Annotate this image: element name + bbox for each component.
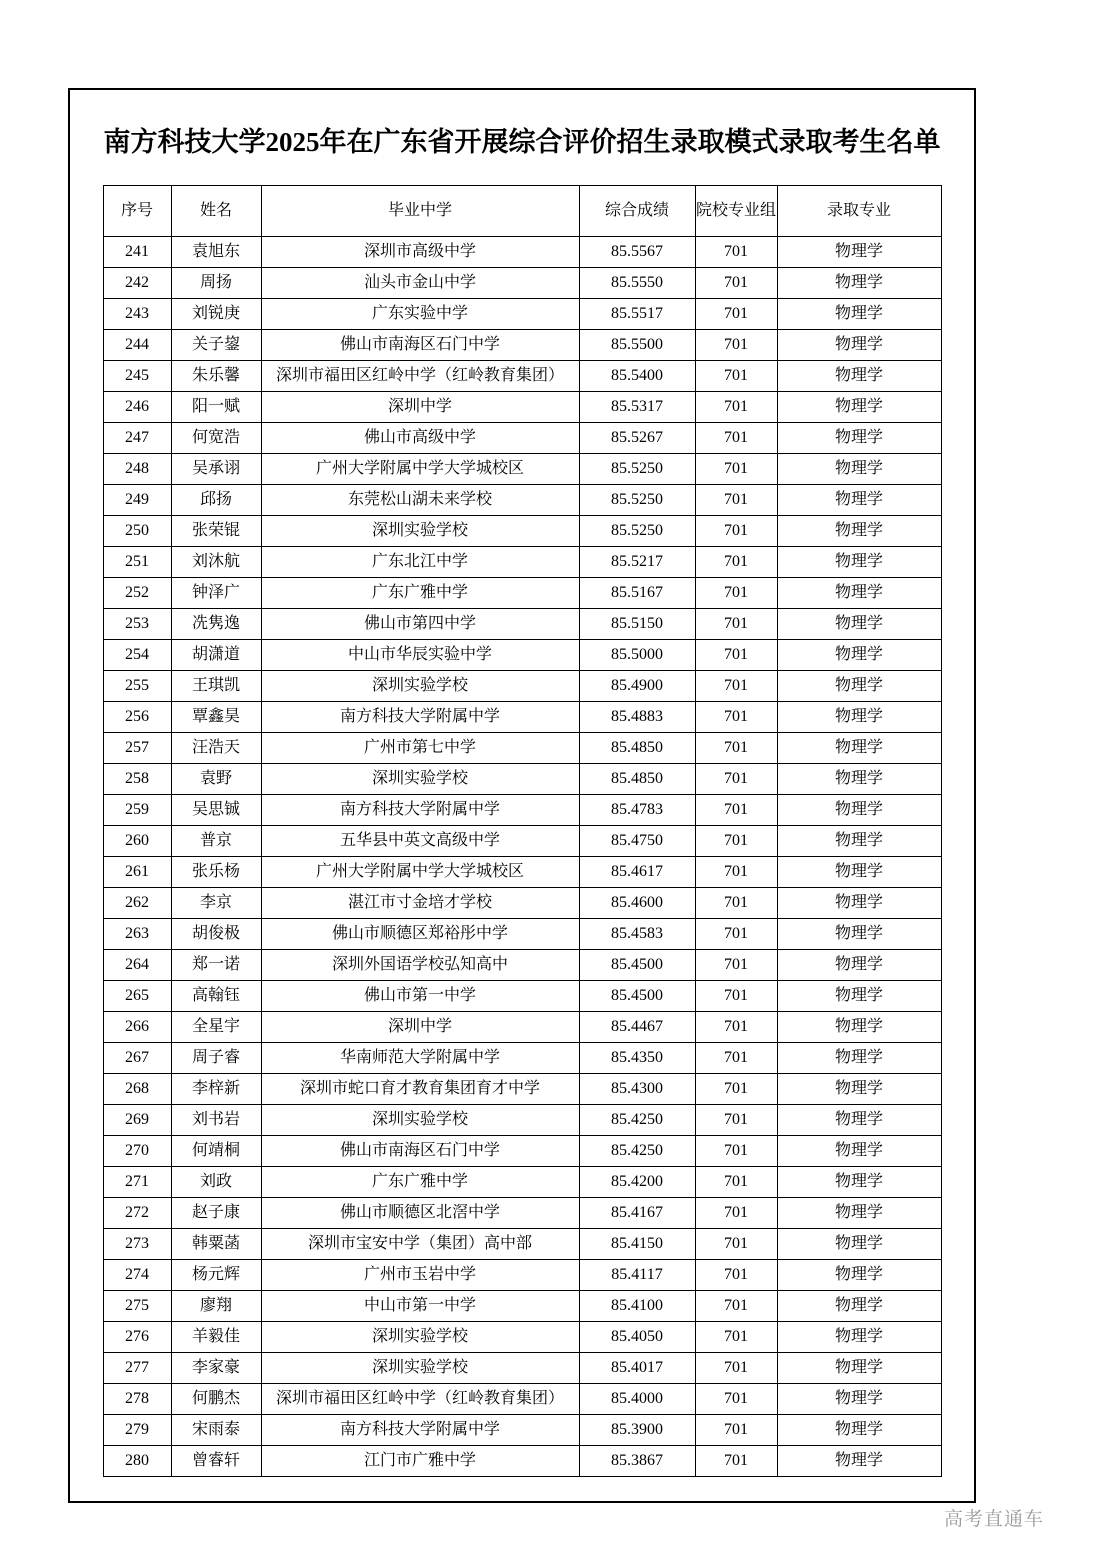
table-row — [103, 1415, 941, 1446]
cell-school: 江门市广雅中学 — [261, 1446, 579, 1477]
cell-school: 深圳实验学校 — [261, 671, 579, 702]
cell-score: 85.4300 — [579, 1074, 695, 1105]
cell-group: 701 — [695, 640, 777, 671]
cell-score: 85.5250 — [579, 454, 695, 485]
cell-major: 物理学 — [777, 1167, 941, 1198]
cell-name: 何靖桐 — [171, 1136, 261, 1167]
cell-name: 邱扬 — [171, 485, 261, 516]
cell-score: 85.5550 — [579, 268, 695, 299]
cell-school: 广州大学附属中学大学城校区 — [261, 857, 579, 888]
cell-group: 701 — [695, 950, 777, 981]
cell-major: 物理学 — [777, 237, 941, 268]
table-row — [103, 454, 941, 485]
cell-score: 85.4350 — [579, 1043, 695, 1074]
cell-group: 701 — [695, 609, 777, 640]
cell-seq: 244 — [103, 330, 171, 361]
table-row — [103, 299, 941, 330]
cell-seq: 262 — [103, 888, 171, 919]
cell-group: 701 — [695, 733, 777, 764]
column-header-name: 姓名 — [171, 186, 261, 237]
table-row — [103, 485, 941, 516]
cell-seq: 250 — [103, 516, 171, 547]
cell-seq: 271 — [103, 1167, 171, 1198]
cell-group: 701 — [695, 1229, 777, 1260]
cell-score: 85.4850 — [579, 733, 695, 764]
table-row — [103, 888, 941, 919]
cell-seq: 267 — [103, 1043, 171, 1074]
cell-seq: 275 — [103, 1291, 171, 1322]
table-row — [103, 1198, 941, 1229]
cell-major: 物理学 — [777, 268, 941, 299]
cell-name: 汪浩天 — [171, 733, 261, 764]
cell-name: 周扬 — [171, 268, 261, 299]
cell-name: 杨元辉 — [171, 1260, 261, 1291]
cell-major: 物理学 — [777, 1043, 941, 1074]
column-header-seq: 序号 — [103, 186, 171, 237]
table-row — [103, 919, 941, 950]
table-row — [103, 640, 941, 671]
cell-group: 701 — [695, 547, 777, 578]
table-row — [103, 1353, 941, 1384]
cell-major: 物理学 — [777, 919, 941, 950]
cell-school: 佛山市南海区石门中学 — [261, 330, 579, 361]
cell-name: 全星宇 — [171, 1012, 261, 1043]
table-row — [103, 1322, 941, 1353]
table-row — [103, 1105, 941, 1136]
cell-group: 701 — [695, 981, 777, 1012]
cell-major: 物理学 — [777, 1322, 941, 1353]
cell-school: 深圳市蛇口育才教育集团育才中学 — [261, 1074, 579, 1105]
table-row — [103, 733, 941, 764]
cell-score: 85.5517 — [579, 299, 695, 330]
cell-score: 85.4500 — [579, 981, 695, 1012]
cell-school: 深圳市福田区红岭中学（红岭教育集团） — [261, 361, 579, 392]
table-row — [103, 547, 941, 578]
cell-name: 袁野 — [171, 764, 261, 795]
cell-major: 物理学 — [777, 578, 941, 609]
cell-school: 深圳实验学校 — [261, 1322, 579, 1353]
cell-school: 深圳实验学校 — [261, 1353, 579, 1384]
cell-school: 南方科技大学附属中学 — [261, 1415, 579, 1446]
cell-major: 物理学 — [777, 330, 941, 361]
cell-name: 冼隽逸 — [171, 609, 261, 640]
cell-group: 701 — [695, 919, 777, 950]
watermark: 高考直通车 — [943, 1509, 1044, 1530]
cell-seq: 266 — [103, 1012, 171, 1043]
cell-score: 85.5567 — [579, 237, 695, 268]
cell-score: 85.4750 — [579, 826, 695, 857]
cell-major: 物理学 — [777, 547, 941, 578]
cell-score: 85.4117 — [579, 1260, 695, 1291]
cell-score: 85.4250 — [579, 1105, 695, 1136]
cell-name: 郑一诺 — [171, 950, 261, 981]
cell-seq: 260 — [103, 826, 171, 857]
cell-seq: 269 — [103, 1105, 171, 1136]
table-row — [103, 1074, 941, 1105]
cell-name: 刘沐航 — [171, 547, 261, 578]
cell-name: 宋雨泰 — [171, 1415, 261, 1446]
cell-score: 85.5267 — [579, 423, 695, 454]
cell-group: 701 — [695, 1198, 777, 1229]
cell-score: 85.4017 — [579, 1353, 695, 1384]
cell-group: 701 — [695, 1043, 777, 1074]
cell-seq: 259 — [103, 795, 171, 826]
cell-group: 701 — [695, 888, 777, 919]
page-title: 南方科技大学2025年在广东省开展综合评价招生录取模式录取考生名单 — [103, 127, 941, 157]
cell-group: 701 — [695, 1446, 777, 1477]
cell-seq: 272 — [103, 1198, 171, 1229]
cell-seq: 274 — [103, 1260, 171, 1291]
document-page — [68, 88, 976, 1503]
cell-name: 高翰钰 — [171, 981, 261, 1012]
cell-school: 湛江市寸金培才学校 — [261, 888, 579, 919]
cell-name: 李家豪 — [171, 1353, 261, 1384]
cell-major: 物理学 — [777, 826, 941, 857]
cell-school: 佛山市顺德区郑裕彤中学 — [261, 919, 579, 950]
cell-school: 五华县中英文高级中学 — [261, 826, 579, 857]
cell-seq: 279 — [103, 1415, 171, 1446]
cell-score: 85.5167 — [579, 578, 695, 609]
cell-name: 羊毅佳 — [171, 1322, 261, 1353]
cell-major: 物理学 — [777, 361, 941, 392]
cell-seq: 257 — [103, 733, 171, 764]
cell-school: 广州大学附属中学大学城校区 — [261, 454, 579, 485]
cell-name: 张荣锟 — [171, 516, 261, 547]
cell-score: 85.4883 — [579, 702, 695, 733]
cell-major: 物理学 — [777, 1136, 941, 1167]
cell-school: 深圳外国语学校弘知高中 — [261, 950, 579, 981]
table-row — [103, 1136, 941, 1167]
table-row — [103, 795, 941, 826]
cell-seq: 277 — [103, 1353, 171, 1384]
cell-seq: 243 — [103, 299, 171, 330]
table-row — [103, 702, 941, 733]
cell-seq: 255 — [103, 671, 171, 702]
table-row — [103, 1229, 941, 1260]
table-row — [103, 423, 941, 454]
cell-name: 刘锐庚 — [171, 299, 261, 330]
cell-score: 85.5150 — [579, 609, 695, 640]
cell-major: 物理学 — [777, 1074, 941, 1105]
cell-score: 85.5317 — [579, 392, 695, 423]
table-row — [103, 392, 941, 423]
cell-school: 深圳市福田区红岭中学（红岭教育集团） — [261, 1384, 579, 1415]
cell-name: 刘政 — [171, 1167, 261, 1198]
cell-name: 阳一赋 — [171, 392, 261, 423]
cell-school: 深圳中学 — [261, 1012, 579, 1043]
cell-school: 中山市华辰实验中学 — [261, 640, 579, 671]
cell-group: 701 — [695, 516, 777, 547]
cell-seq: 254 — [103, 640, 171, 671]
cell-seq: 278 — [103, 1384, 171, 1415]
cell-school: 东莞松山湖未来学校 — [261, 485, 579, 516]
cell-group: 701 — [695, 454, 777, 485]
cell-major: 物理学 — [777, 1229, 941, 1260]
cell-score: 85.5217 — [579, 547, 695, 578]
cell-name: 张乐杨 — [171, 857, 261, 888]
cell-seq: 263 — [103, 919, 171, 950]
cell-seq: 245 — [103, 361, 171, 392]
cell-school: 广州市第七中学 — [261, 733, 579, 764]
cell-group: 701 — [695, 1322, 777, 1353]
cell-group: 701 — [695, 485, 777, 516]
table-header-row — [103, 186, 941, 237]
cell-school: 中山市第一中学 — [261, 1291, 579, 1322]
cell-major: 物理学 — [777, 1353, 941, 1384]
cell-group: 701 — [695, 361, 777, 392]
cell-seq: 268 — [103, 1074, 171, 1105]
table-row — [103, 516, 941, 547]
cell-group: 701 — [695, 671, 777, 702]
cell-school: 佛山市第一中学 — [261, 981, 579, 1012]
cell-seq: 242 — [103, 268, 171, 299]
cell-seq: 247 — [103, 423, 171, 454]
cell-group: 701 — [695, 795, 777, 826]
cell-group: 701 — [695, 330, 777, 361]
cell-name: 覃鑫昊 — [171, 702, 261, 733]
cell-score: 85.4467 — [579, 1012, 695, 1043]
cell-seq: 270 — [103, 1136, 171, 1167]
cell-major: 物理学 — [777, 516, 941, 547]
cell-school: 南方科技大学附属中学 — [261, 795, 579, 826]
cell-group: 701 — [695, 857, 777, 888]
cell-major: 物理学 — [777, 299, 941, 330]
cell-group: 701 — [695, 1012, 777, 1043]
cell-group: 701 — [695, 392, 777, 423]
table-row — [103, 1384, 941, 1415]
cell-seq: 248 — [103, 454, 171, 485]
cell-name: 吴思铖 — [171, 795, 261, 826]
cell-major: 物理学 — [777, 1291, 941, 1322]
cell-seq: 249 — [103, 485, 171, 516]
cell-name: 胡潇道 — [171, 640, 261, 671]
cell-score: 85.5000 — [579, 640, 695, 671]
cell-school: 深圳实验学校 — [261, 516, 579, 547]
cell-major: 物理学 — [777, 671, 941, 702]
cell-score: 85.5400 — [579, 361, 695, 392]
cell-name: 刘书岩 — [171, 1105, 261, 1136]
cell-group: 701 — [695, 1384, 777, 1415]
cell-seq: 261 — [103, 857, 171, 888]
cell-major: 物理学 — [777, 1198, 941, 1229]
cell-major: 物理学 — [777, 795, 941, 826]
table-row — [103, 268, 941, 299]
column-header-score: 综合成绩 — [579, 186, 695, 237]
cell-school: 深圳实验学校 — [261, 764, 579, 795]
cell-name: 钟泽广 — [171, 578, 261, 609]
cell-school: 南方科技大学附属中学 — [261, 702, 579, 733]
cell-school: 深圳市宝安中学（集团）高中部 — [261, 1229, 579, 1260]
cell-school: 广东实验中学 — [261, 299, 579, 330]
cell-group: 701 — [695, 1291, 777, 1322]
cell-group: 701 — [695, 1105, 777, 1136]
table-row — [103, 361, 941, 392]
cell-school: 华南师范大学附属中学 — [261, 1043, 579, 1074]
cell-major: 物理学 — [777, 454, 941, 485]
cell-name: 胡俊极 — [171, 919, 261, 950]
table-row — [103, 330, 941, 361]
cell-name: 袁旭东 — [171, 237, 261, 268]
cell-group: 701 — [695, 1167, 777, 1198]
table-row — [103, 671, 941, 702]
cell-major: 物理学 — [777, 981, 941, 1012]
cell-name: 何鹏杰 — [171, 1384, 261, 1415]
cell-group: 701 — [695, 1136, 777, 1167]
cell-name: 赵子康 — [171, 1198, 261, 1229]
cell-major: 物理学 — [777, 950, 941, 981]
cell-major: 物理学 — [777, 1446, 941, 1477]
cell-school: 广东广雅中学 — [261, 578, 579, 609]
cell-group: 701 — [695, 1260, 777, 1291]
cell-major: 物理学 — [777, 609, 941, 640]
cell-group: 701 — [695, 237, 777, 268]
cell-score: 85.4000 — [579, 1384, 695, 1415]
cell-group: 701 — [695, 764, 777, 795]
cell-score: 85.4250 — [579, 1136, 695, 1167]
cell-name: 廖翔 — [171, 1291, 261, 1322]
cell-major: 物理学 — [777, 485, 941, 516]
cell-score: 85.4167 — [579, 1198, 695, 1229]
cell-major: 物理学 — [777, 764, 941, 795]
cell-score: 85.4150 — [579, 1229, 695, 1260]
cell-score: 85.4783 — [579, 795, 695, 826]
cell-score: 85.4050 — [579, 1322, 695, 1353]
cell-seq: 252 — [103, 578, 171, 609]
cell-name: 关子鋆 — [171, 330, 261, 361]
cell-major: 物理学 — [777, 1012, 941, 1043]
cell-school: 深圳中学 — [261, 392, 579, 423]
cell-school: 广东北江中学 — [261, 547, 579, 578]
cell-name: 何宽浩 — [171, 423, 261, 454]
cell-major: 物理学 — [777, 640, 941, 671]
cell-school: 佛山市南海区石门中学 — [261, 1136, 579, 1167]
table-row — [103, 1446, 941, 1477]
cell-name: 李京 — [171, 888, 261, 919]
table-row — [103, 981, 941, 1012]
cell-name: 曾睿轩 — [171, 1446, 261, 1477]
cell-score: 85.4850 — [579, 764, 695, 795]
cell-seq: 265 — [103, 981, 171, 1012]
cell-school: 佛山市顺德区北滘中学 — [261, 1198, 579, 1229]
table-row — [103, 1260, 941, 1291]
cell-group: 701 — [695, 423, 777, 454]
table-row — [103, 1291, 941, 1322]
cell-group: 701 — [695, 1415, 777, 1446]
cell-seq: 273 — [103, 1229, 171, 1260]
column-header-group: 院校专业组 — [695, 186, 777, 237]
cell-score: 85.5250 — [579, 516, 695, 547]
cell-name: 吴承诩 — [171, 454, 261, 485]
cell-score: 85.3867 — [579, 1446, 695, 1477]
cell-major: 物理学 — [777, 702, 941, 733]
cell-group: 701 — [695, 826, 777, 857]
cell-major: 物理学 — [777, 857, 941, 888]
cell-group: 701 — [695, 268, 777, 299]
cell-major: 物理学 — [777, 1105, 941, 1136]
column-header-school: 毕业中学 — [261, 186, 579, 237]
cell-name: 王琪凯 — [171, 671, 261, 702]
table-row — [103, 1012, 941, 1043]
table-row — [103, 237, 941, 268]
table-row — [103, 826, 941, 857]
cell-score: 85.5250 — [579, 485, 695, 516]
cell-name: 朱乐馨 — [171, 361, 261, 392]
cell-seq: 253 — [103, 609, 171, 640]
cell-seq: 241 — [103, 237, 171, 268]
cell-school: 佛山市第四中学 — [261, 609, 579, 640]
table-row — [103, 1043, 941, 1074]
cell-school: 汕头市金山中学 — [261, 268, 579, 299]
cell-seq: 258 — [103, 764, 171, 795]
cell-score: 85.3900 — [579, 1415, 695, 1446]
table-row — [103, 950, 941, 981]
cell-major: 物理学 — [777, 1260, 941, 1291]
cell-seq: 251 — [103, 547, 171, 578]
cell-score: 85.4617 — [579, 857, 695, 888]
cell-school: 广州市玉岩中学 — [261, 1260, 579, 1291]
cell-major: 物理学 — [777, 423, 941, 454]
cell-score: 85.4583 — [579, 919, 695, 950]
cell-name: 李梓新 — [171, 1074, 261, 1105]
cell-group: 701 — [695, 1353, 777, 1384]
table-row — [103, 1167, 941, 1198]
cell-score: 85.4900 — [579, 671, 695, 702]
cell-score: 85.4600 — [579, 888, 695, 919]
table-row — [103, 578, 941, 609]
cell-major: 物理学 — [777, 1384, 941, 1415]
cell-school: 深圳实验学校 — [261, 1105, 579, 1136]
cell-score: 85.4500 — [579, 950, 695, 981]
column-header-major: 录取专业 — [777, 186, 941, 237]
admitted-students-table — [103, 185, 942, 1477]
cell-score: 85.4100 — [579, 1291, 695, 1322]
cell-group: 701 — [695, 1074, 777, 1105]
cell-school: 佛山市高级中学 — [261, 423, 579, 454]
cell-seq: 264 — [103, 950, 171, 981]
cell-school: 广东广雅中学 — [261, 1167, 579, 1198]
cell-group: 701 — [695, 702, 777, 733]
cell-seq: 276 — [103, 1322, 171, 1353]
cell-seq: 246 — [103, 392, 171, 423]
cell-score: 85.4200 — [579, 1167, 695, 1198]
cell-score: 85.5500 — [579, 330, 695, 361]
cell-major: 物理学 — [777, 888, 941, 919]
cell-name: 韩粟菡 — [171, 1229, 261, 1260]
cell-major: 物理学 — [777, 392, 941, 423]
table-row — [103, 609, 941, 640]
cell-name: 周子睿 — [171, 1043, 261, 1074]
cell-group: 701 — [695, 578, 777, 609]
cell-seq: 280 — [103, 1446, 171, 1477]
cell-seq: 256 — [103, 702, 171, 733]
cell-group: 701 — [695, 299, 777, 330]
cell-school: 深圳市高级中学 — [261, 237, 579, 268]
cell-major: 物理学 — [777, 1415, 941, 1446]
table-row — [103, 764, 941, 795]
cell-major: 物理学 — [777, 733, 941, 764]
cell-name: 普京 — [171, 826, 261, 857]
table-row — [103, 857, 941, 888]
